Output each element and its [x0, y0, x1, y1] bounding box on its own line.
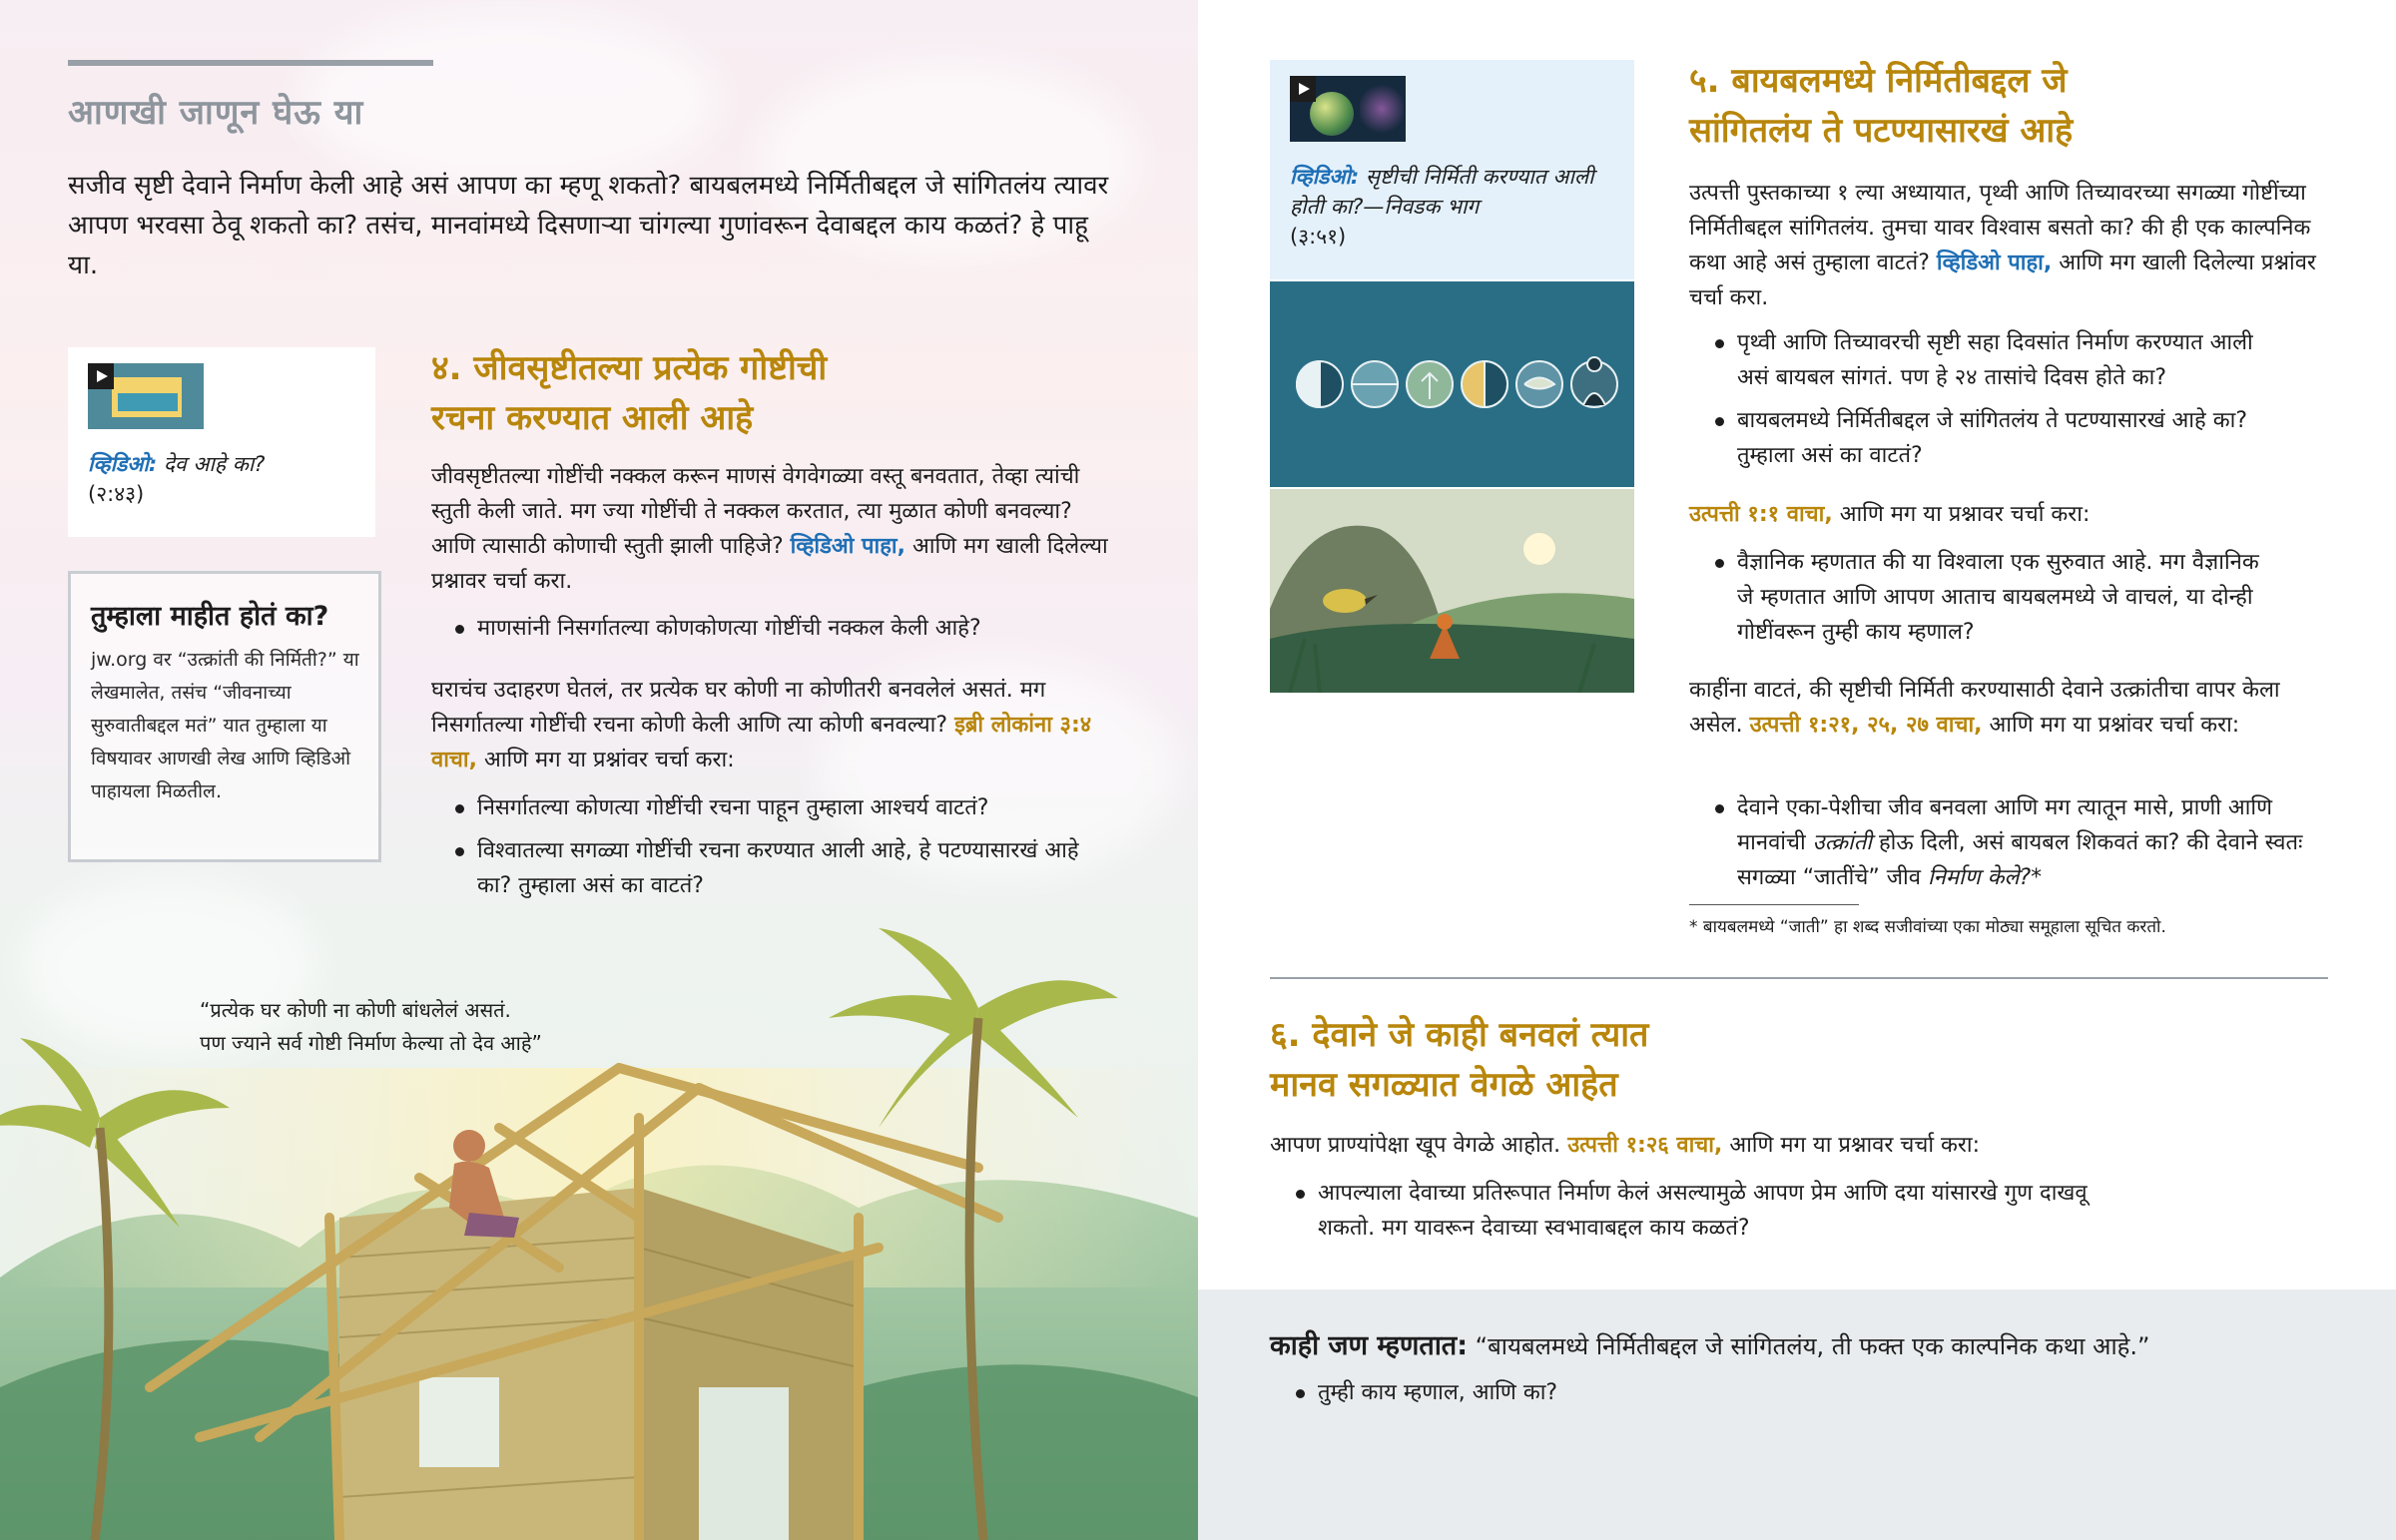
- some-say-quote: “बायबलमध्ये निर्मितीबद्दल जे सांगितलंय, ती फक्त एक काल्पनिक कथा आहे.”: [1475, 1332, 2150, 1360]
- video-duration: (२:४३): [88, 482, 145, 506]
- nature-illustration: [1270, 489, 1634, 693]
- question-text: देवाने एका-पेशीचा जीव बनवला आणि मग त्यातून मासे, प्राणी आणि मानवांची: [1737, 795, 2272, 855]
- question-text-emphasis: उत्क्रांती: [1812, 830, 1872, 855]
- section-5-questions-1: [1711, 325, 2290, 481]
- some-say-label: काही जण म्हणतात:: [1270, 1330, 1468, 1361]
- question-item: विश्वातल्या सगळ्या गोष्टींची रचना करण्यात आली आहे, हे पटण्यासारखं आहे का? तुम्हाला असं का वाटतं?: [451, 833, 1090, 903]
- footnote-rule: [1689, 904, 1859, 905]
- scripture-reference[interactable]: उत्पत्ती १:२६ वाचा,: [1567, 1133, 1723, 1158]
- video-caption: [88, 449, 367, 509]
- question-item: बायबलमध्ये निर्मितीबद्दल जे सांगितलंय ते पटण्यासारखं आहे का? तुम्हाला असं का वाटतं?: [1711, 403, 2290, 473]
- some-say-questions: [1292, 1375, 2091, 1418]
- paragraph-text: घराचंच उदाहरण घेतलं, तर प्रत्येक घर कोणी ना कोणीतरी बनवलेलं असतं. मग निसर्गातल्या गोष्टींची रचना कोणी केली आणि त्या कोणी बनवल्या?: [431, 678, 1046, 738]
- question-item: माणसांनी निसर्गातल्या कोणकोणत्या गोष्टींची नक्कल केली आहे?: [451, 611, 1120, 646]
- paragraph-text: आणि मग या प्रश्नांवर चर्चा करा:: [1989, 713, 2240, 738]
- fox-bird-scene: [1270, 489, 1634, 693]
- question-item: आपल्याला देवाच्या प्रतिरूपात निर्माण केलं असल्यामुळे आपण प्रेम आणि दया यांसारखे गुण दाखवू शकतो. मग यावरून देवाच्या स्वभावाबद्दल काय कळतं?: [1292, 1176, 2091, 1246]
- scripture-reference[interactable]: इब्री लोकांना ३:४ वाचा,: [431, 713, 1092, 772]
- section-5-paragraph-2: [1689, 497, 2318, 532]
- play-icon[interactable]: [1290, 76, 1316, 102]
- section-4-heading: [431, 343, 1150, 443]
- question-text: होऊ दिली, असं बायबल शिकवतं का? की देवाने स्वतः सगळ्या “जातींचे” जीव: [1737, 830, 2303, 890]
- question-item: तुम्ही काय म्हणाल, आणि का?: [1292, 1375, 2091, 1410]
- paragraph-text: आणि मग खाली दिलेल्या प्रश्नांवर चर्चा करा.: [1689, 251, 2316, 310]
- did-you-know-text: jw.org वर “उत्क्रांती की निर्मिती?” या लेखमालेत, तसंच “जीवनाच्या सुरुवातीबद्दल मतं” यात तुम्हाला या विषयावर आणखी लेख आणि व्हिडिओ पाहायला मिळतील.: [91, 649, 359, 802]
- did-you-know-title: तुम्हाला माहीत होतं का?: [91, 601, 329, 632]
- paragraph-text: आपण प्राण्यांपेक्षा खूप वेगळे आहोत.: [1270, 1133, 1561, 1158]
- section-5-paragraph-1: [1689, 176, 2318, 315]
- section-6-questions: [1292, 1176, 2091, 1254]
- video-thumbnail[interactable]: [1290, 76, 1406, 142]
- paragraph-text: जीवसृष्टीतल्या गोष्टींची नक्कल करून माणसं वेगवेगळ्या वस्तू बनवतात, तेव्हा त्यांची स्तुती केली जाते. मग ज्या गोष्टींची ते नक्कल करतात, त्या मुळात कोणी बनवल्या? आणि त्यासाठी कोणाची स्तुती झाली पाहिजे?: [431, 464, 1080, 559]
- thumbnail-art: [118, 393, 178, 411]
- section-6-heading-line1: ६. देवाने जे काही बनवलं त्यात: [1270, 1015, 1649, 1055]
- section-5-questions-2: [1711, 545, 2280, 658]
- section-6-heading: [1270, 1010, 2168, 1110]
- video-label[interactable]: व्हिडिओ:: [1290, 165, 1360, 189]
- question-item: निसर्गातल्या कोणत्या गोष्टींची रचना पाहून तुम्हाला आश्चर्य वाटतं?: [451, 790, 1090, 825]
- play-icon[interactable]: [88, 363, 114, 389]
- section-5-questions-3: [1711, 790, 2310, 903]
- nebula-art: [1360, 82, 1404, 136]
- quote-line: “प्रत्येक घर कोणी ना कोणी बांधलेलं असतं.: [200, 998, 511, 1022]
- section-6-paragraph-1: [1270, 1128, 2328, 1163]
- section-title: आणखी जाणून घेऊ या: [68, 93, 364, 133]
- scripture-reference[interactable]: उत्पत्ती १:२१, २५, २७ वाचा,: [1749, 713, 1983, 738]
- video-thumbnail[interactable]: [88, 363, 204, 429]
- video-card-is-there-god[interactable]: [68, 347, 375, 537]
- did-you-know-box: [68, 571, 381, 862]
- footnote: * बायबलमध्ये “जाती” हा शब्द सजीवांच्या एका मोठ्या समूहाला सूचित करतो.: [1689, 917, 2166, 937]
- paragraph-text: आणि मग या प्रश्नावर चर्चा करा:: [1729, 1133, 1981, 1158]
- section-divider: [1270, 977, 2328, 979]
- paragraph-text: काहींना वाटतं, की सृष्टीची निर्मिती करण्यासाठी देवाने उत्क्रांतीचा वापर केला असेल.: [1689, 678, 2280, 738]
- video-title[interactable]: देव आहे का?: [163, 452, 266, 476]
- section-4-heading-line2: रचना करण्यात आली आहे: [431, 398, 754, 438]
- watch-video-link[interactable]: व्हिडिओ पाहा,: [790, 534, 905, 559]
- paragraph-text: आणि मग खाली दिलेल्या प्रश्नावर चर्चा करा.: [431, 534, 1108, 594]
- section-4-questions-2: [451, 790, 1090, 911]
- paragraph-text: आणि मग या प्रश्नावर चर्चा करा:: [1839, 502, 2091, 527]
- watch-video-link[interactable]: व्हिडिओ पाहा,: [1936, 251, 2053, 275]
- section-rule: [68, 60, 433, 66]
- illustration-quote: [200, 994, 679, 1060]
- section-5-heading-line1: ५. बायबलमध्ये निर्मितीबद्दल जे: [1689, 61, 2068, 101]
- quote-line: पण ज्याने सर्व गोष्टी निर्माण केल्या तो देव आहे”: [200, 1031, 542, 1055]
- paragraph-text: आणि मग या प्रश्नांवर चर्चा करा:: [483, 748, 735, 772]
- section-4-heading-line1: ४. जीवसृष्टीतल्या प्रत्येक गोष्टीची: [431, 348, 828, 388]
- question-item: [1711, 790, 2310, 895]
- section-5-paragraph-3: [1689, 673, 2288, 743]
- video-duration: (३:५१): [1290, 225, 1347, 249]
- video-caption: [1290, 162, 1619, 252]
- section-4-paragraph-1: [431, 459, 1120, 599]
- video-info: [1270, 60, 1634, 279]
- section-4-paragraph-2: [431, 673, 1120, 777]
- intro-paragraph: सजीव सृष्टी देवाने निर्माण केली आहे असं आपण का म्हणू शकतो? बायबलमध्ये निर्मितीबद्दल जे सांगितलंय त्यावर आपण भरवसा ठेवू शकतो का? तसंच, मानवांमध्ये दिसणाऱ्या चांगल्या गुणांवरून देवाबद्दल काय कळतं? हे पाहू या.: [68, 171, 1109, 280]
- question-item: पृथ्वी आणि तिच्यावरची सृष्टी सहा दिवसांत निर्माण करण्यात आली असं बायबल सांगतं. पण हे २४ तासांचे दिवस होते का?: [1711, 325, 2290, 395]
- scripture-reference[interactable]: उत्पत्ती १:१ वाचा,: [1689, 502, 1833, 527]
- paragraph-text: उत्पत्ती पुस्तकाच्या १ ल्या अध्यायात, पृथ्वी आणि तिच्यावरच्या सगळ्या गोष्टींच्या निर्मितीबद्दल सांगितलंय. तुमचा यावर विश्वास बसतो का? की ही एक काल्पनिक कथा आहे असं तुम्हाला वाटतं?: [1689, 181, 2311, 275]
- question-item: वैज्ञानिक म्हणतात की या विश्वाला एक सुरुवात आहे. मग वैज्ञानिक जे म्हणतात आणि आपण आताच बायबलमध्ये जे वाचलं, या दोन्ही गोष्टींवरून तुम्ही काय म्हणाल?: [1711, 545, 2280, 650]
- video-label[interactable]: व्हिडिओ:: [88, 452, 158, 476]
- section-4-questions-1: [451, 611, 1120, 654]
- video-card-creation[interactable]: [1270, 60, 1634, 693]
- section-5-heading: [1689, 56, 2348, 156]
- question-text-emphasis: निर्माण केले?*: [1927, 865, 2043, 890]
- earth-art: [1310, 92, 1354, 136]
- creation-days-panel: [1270, 281, 1634, 487]
- section-5-heading-line2: सांगितलंय ते पटण्यासारखं आहे: [1689, 111, 2074, 151]
- creation-days-icons: [1270, 281, 1634, 487]
- some-say-line: [1270, 1325, 2149, 1362]
- section-6-heading-line2: मानव सगळ्यात वेगळे आहेत: [1270, 1065, 1618, 1105]
- video-title[interactable]: सृष्टीची निर्मिती करण्यात आली होती का?—निवडक भाग: [1290, 165, 1594, 219]
